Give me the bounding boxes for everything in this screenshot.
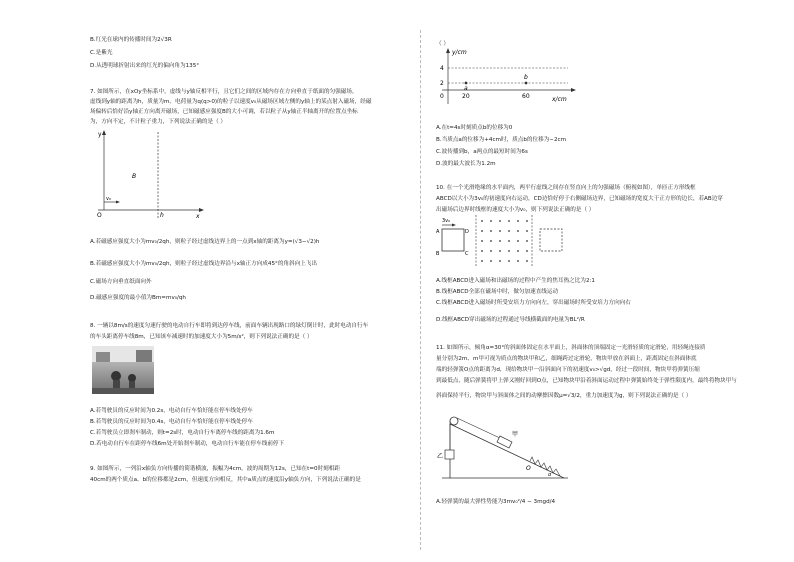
field-dot bbox=[508, 230, 510, 232]
q9-tick-20: 20 bbox=[462, 93, 470, 100]
column-divider bbox=[420, 30, 421, 550]
q9-tick-4: 4 bbox=[440, 65, 444, 72]
q9-x-label: x/cm bbox=[552, 96, 567, 103]
field-dot bbox=[499, 230, 501, 232]
q8-photo-scene bbox=[92, 346, 154, 394]
q9-tick-60: 60 bbox=[522, 93, 530, 100]
q9-wave-figure bbox=[436, 46, 586, 112]
q11-stem-line4: 到最低点，随后弹簧将甲上弹又刚好回到O点，已知物块甲沿着斜面运动过程中弹簧始终处于弹性限度内，最终将物块甲与 bbox=[436, 378, 737, 384]
q10-field-dots bbox=[481, 220, 528, 262]
q9-y-label: y/cm bbox=[452, 49, 467, 56]
q8-stem-line1: 8. 一辆以8m/s的速度匀速行驶的电动自行车即将到达停车线，前面车辆出现路口的绿灯倒计时，此时电动自行车 bbox=[90, 323, 369, 329]
field-dot bbox=[499, 260, 501, 262]
q9-label-b: b bbox=[524, 74, 528, 81]
q7-v0-label: v₀ bbox=[106, 196, 111, 202]
q10-option-a: A.线框ABCD进入磁场和出磁场的过程中产生的焦耳热之比为2:1 bbox=[436, 278, 595, 284]
q11-stem-line5: 斜面保持平行，物块甲与斜面体之间的动摩擦因数μ=√3/2，重力加速度为g，则下列说法正确的是（ ） bbox=[436, 393, 692, 399]
q9-label-a: a bbox=[464, 85, 468, 92]
field-dot bbox=[499, 220, 501, 222]
q7-y-label: y bbox=[98, 131, 102, 138]
q11-stem-line3: 端的轻弹簧O点的距离为d，现给物块甲一沿斜面向下的初速度v₀>√gd，经过一段时间，物块甲将弹簧压缩 bbox=[436, 367, 700, 373]
field-dot bbox=[508, 240, 510, 242]
q11-label-jia: 甲 bbox=[512, 431, 519, 438]
q10-vertex-a: A bbox=[436, 229, 440, 235]
q6-option-d: D.从透明球折射出来的红光的偏向角为135° bbox=[90, 63, 200, 69]
q9-point-a bbox=[465, 82, 468, 85]
field-dot bbox=[526, 260, 528, 262]
q9-point-b bbox=[525, 82, 528, 85]
q7-stem-line3: 场偏转后恰好沿y轴正方向离开磁场，已知磁感应强度B的大小可调，若以粒子从y轴正半轴离开的位置点坐标 bbox=[90, 109, 358, 115]
q7-option-d: D.磁感应强度的最小值为Bm=mv₀/qh bbox=[90, 295, 186, 301]
field-dot bbox=[490, 260, 492, 262]
field-dot bbox=[481, 240, 483, 242]
q9-tick-0: 0 bbox=[440, 93, 444, 100]
field-dot bbox=[490, 250, 492, 252]
field-dot bbox=[526, 250, 528, 252]
field-dot bbox=[517, 220, 519, 222]
q9-stem-line2: 40cm的两个质点a、b的位移都是2cm，但速度方向相反，其中a质点的速度沿y轴负方向，下列说法正确的是 bbox=[90, 477, 361, 483]
q11-rope-incline bbox=[457, 418, 502, 439]
q11-stem-line2: 量分别为2m、m甲可视为质点的物块甲和乙，细绳跨过定滑轮，物块甲放在斜面上，距离固定在斜面体底 bbox=[436, 356, 697, 362]
q11-block-yi bbox=[445, 450, 454, 459]
field-dot bbox=[481, 250, 483, 252]
field-dot bbox=[481, 220, 483, 222]
field-dot bbox=[490, 230, 492, 232]
q9-answer-paren: （ ） bbox=[436, 41, 449, 47]
q9-option-c: C.波传播到b，a两点的最短时间为6s bbox=[436, 149, 528, 155]
q7-option-b: B.若磁感应强度大小为mv₀/2qh，则粒子经过虚线边界沿与x轴正方向成45°的角斜向上飞出 bbox=[90, 261, 317, 267]
q10-stem-line3: 出磁场后边界时线框的速度大小为v₀，则下列说法正确的是（ ） bbox=[436, 207, 595, 213]
q9-option-d: D.波的最大波长为1.2m bbox=[436, 161, 496, 167]
q8-stem-line2: 的车头距离停车线8m，已知该车减速时的加速度大小为5m/s²，则下列说法正确的是（ ） bbox=[90, 334, 313, 340]
q8-option-d: D.若电动自行车在距停车线6m处开始刹车制动，电动自行车能在停车线前停下 bbox=[90, 441, 285, 447]
q11-stem-line1: 11. 如图所示，倾角α=30°的斜面体固定在水平面上，斜面体的顶端固定一光滑轻质的定滑轮，用轻绳连接质 bbox=[436, 345, 706, 351]
field-dot bbox=[490, 220, 492, 222]
field-dot bbox=[517, 250, 519, 252]
q10-vertex-b: B bbox=[436, 251, 440, 257]
field-dot bbox=[526, 230, 528, 232]
field-dot bbox=[481, 230, 483, 232]
right-column bbox=[436, 0, 758, 562]
left-column bbox=[90, 0, 408, 562]
q6-option-b: B.红光在球内的传播时间为2√3R bbox=[90, 37, 172, 43]
q11-spring bbox=[530, 457, 560, 476]
q10-vertex-c: C bbox=[465, 251, 469, 257]
q7-x-label: x bbox=[196, 213, 200, 220]
q11-block-jia bbox=[497, 436, 512, 448]
q8-photo bbox=[92, 346, 154, 394]
q7-option-c: C.磁场方向垂直纸面向外 bbox=[90, 279, 152, 285]
q8-option-c: C.若驾驶员立即刹车制动，则t=2s时，电动自行车离停车线的距离为1.6m bbox=[90, 430, 275, 436]
q10-option-b: B.线框ABCD全部在磁场中时，做匀加速直线运动 bbox=[436, 289, 559, 295]
q8-option-a: A.若驾驶员的反应时间为0.2s，电动自行车恰好能在停车线处停车 bbox=[90, 408, 253, 414]
field-dot bbox=[499, 250, 501, 252]
field-dot bbox=[490, 240, 492, 242]
q9-tick-2: 2 bbox=[440, 80, 444, 87]
field-dot bbox=[526, 220, 528, 222]
q8-rider-icon bbox=[111, 371, 121, 381]
field-dot bbox=[517, 240, 519, 242]
q11-option-a: A.轻弹簧的最大弹性势能为3mv₀²/4 − 3mgd/4 bbox=[436, 499, 556, 505]
q10-final-position bbox=[540, 229, 562, 251]
field-dot bbox=[508, 250, 510, 252]
field-dot bbox=[526, 240, 528, 242]
q11-pulley bbox=[450, 417, 458, 425]
q9-option-a: A.在t=4s时刻质点b的位移为0 bbox=[436, 125, 513, 131]
q10-vertex-d: D bbox=[465, 229, 469, 235]
field-dot bbox=[508, 220, 510, 222]
q10-stem-line1: 10. 在一个光滑绝缘的水平面内，两平行虚线之间存在竖直向上的匀强磁场（俯视如图），单匝正方形线框 bbox=[436, 185, 696, 191]
q11-label-yi: 乙 bbox=[437, 453, 444, 460]
q7-b-label: B bbox=[132, 173, 137, 180]
q8-option-b: B.若驾驶员的反应时间为0.4s，电动自行车恰好能在停车线处停车 bbox=[90, 419, 253, 425]
q10-option-c: C.线框ABCD进入磁场时所受安培力方向向左，穿出磁场时所受安培力方向向右 bbox=[436, 300, 631, 306]
q7-h-label: h bbox=[160, 212, 164, 219]
q9-option-b: B.当质点a的位移为+4cm时，质点b的位移为−2cm bbox=[436, 137, 567, 143]
field-dot bbox=[499, 240, 501, 242]
q10-velocity-label: 3v₀ bbox=[442, 218, 451, 224]
q7-x-arrow bbox=[199, 208, 204, 212]
q7-figure bbox=[90, 126, 210, 222]
q7-origin-label: O bbox=[97, 212, 102, 219]
q7-y-arrow bbox=[102, 130, 106, 135]
q11-figure bbox=[436, 406, 606, 486]
q9-stem-line1: 9. 如图所示，一列沿x轴负方向传播的简谐横波，振幅为4cm，波的周期为12s，已知在t=0时刻相距 bbox=[90, 466, 340, 472]
q7-velocity-arrow bbox=[116, 201, 120, 204]
q11-label-angle: α bbox=[548, 472, 552, 478]
q7-stem-line4: 为，方向不定，不计粒子重力，下列说法正确的是（ ） bbox=[90, 119, 227, 125]
q7-stem-line1: 7. 如图所示，在xOy坐标系中，虚线与y轴反相平行，且它们之间的区域内存在方向垂直于纸面的匀强磁场， bbox=[90, 89, 358, 95]
q10-square-frame bbox=[442, 229, 464, 251]
q10-option-d: D.线框ABCD穿出磁场的过程通过导线横截面的电量为BL²/R bbox=[436, 317, 585, 323]
q7-option-a: A.若磁感应强度大小为mv₀/2qh，则粒子经过虚线边界上的一点到x轴的距离为y=(√3−√2)h bbox=[90, 239, 320, 245]
field-dot bbox=[508, 260, 510, 262]
field-dot bbox=[481, 260, 483, 262]
field-dot bbox=[517, 230, 519, 232]
q10-figure bbox=[436, 213, 606, 269]
q7-stem-line2: 虚线到y轴的距离为h，质量为m、电荷量为q(q>0)的粒子以速度v₀从磁场区域左侧的y轴上的某点射入磁场，经磁 bbox=[90, 99, 372, 105]
q10-stem-line2: ABCD以大小为3v₀的初速度向右运动，CD边恰好停于右侧磁场边界，已知磁场的宽度大于正方形的边长，若AB边穿 bbox=[436, 196, 723, 202]
q6-option-c: C.是紫光 bbox=[90, 50, 113, 56]
q11-label-o: O bbox=[526, 465, 531, 472]
field-dot bbox=[517, 260, 519, 262]
